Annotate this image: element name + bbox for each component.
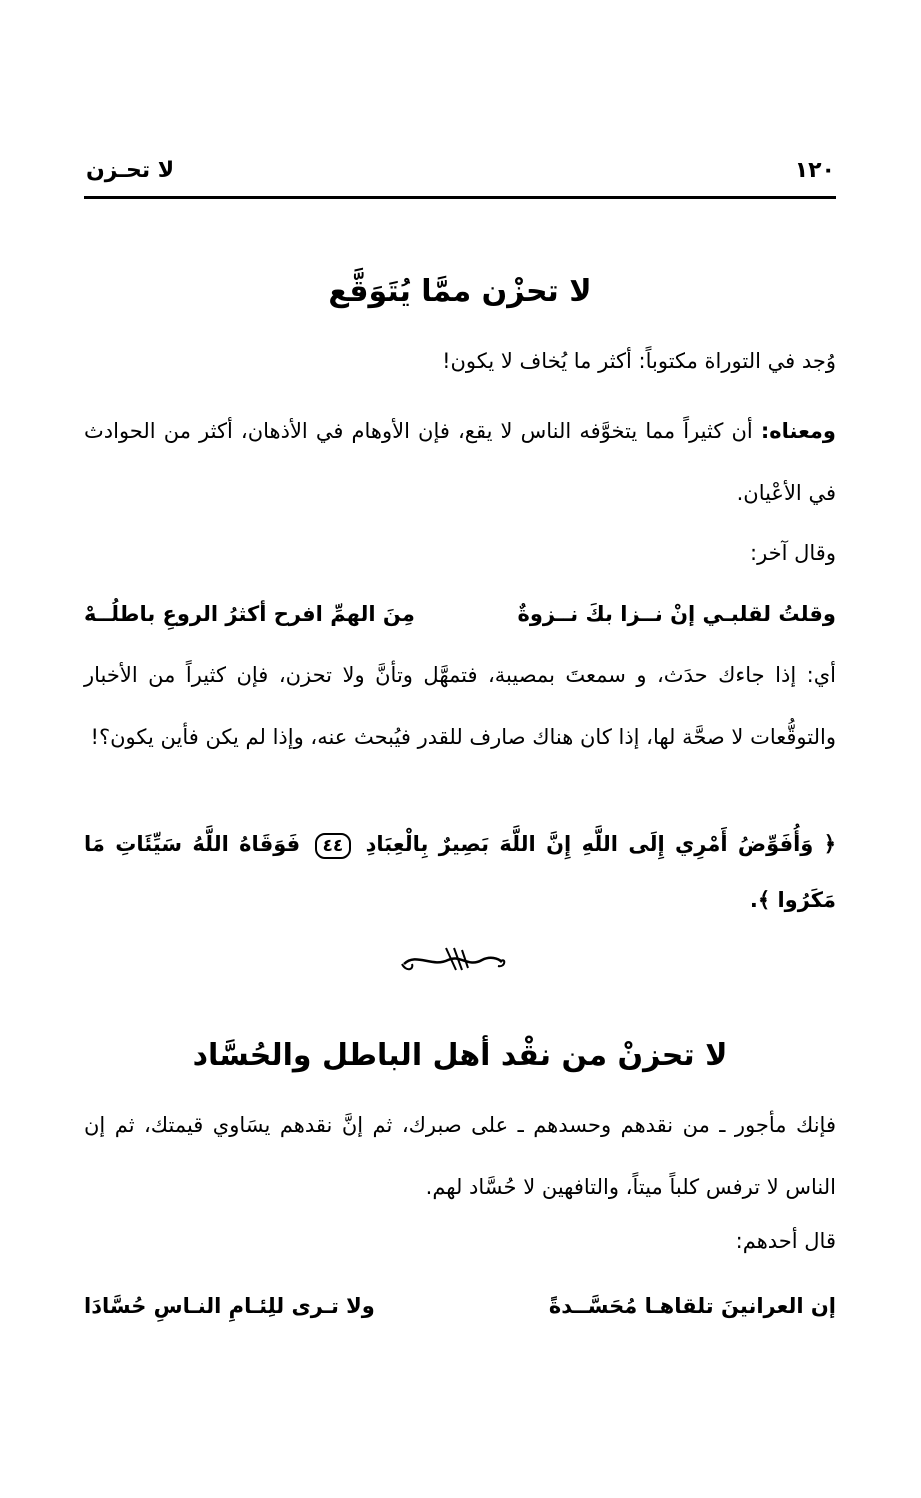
para2-body: أن كثيراً مما يتخوَّفه الناس لا يقع، فإن الأوهام في الأذهان، أكثر من الحوادث في الأعْيان. xyxy=(84,419,836,505)
section1-para1: وُجد في التوراة مكتوباً: أكثر ما يُخاف لا يكون! xyxy=(442,349,836,373)
header-rule xyxy=(84,196,836,199)
page-number: ١٢٠ xyxy=(794,158,835,183)
section1-para2 xyxy=(84,400,836,524)
section1-title: لا تحزْن ممَّا يُتَوَقَّع xyxy=(328,274,592,309)
verse2-second-hemistich: ولا تـرى للِئـامِ النـاسِ حُسَّادَا xyxy=(84,1294,375,1318)
quran-verse xyxy=(84,816,836,928)
section2-para1: فإنك مأجور ـ من نقدهم وحسدهم ـ على صبرك، ثم إنَّ نقدهم يسَاوي قيمتك، ثم إن الناس لا ترفس كلباً ميتاً، والتافهين لا حُسَّاد لهم. xyxy=(84,1113,836,1199)
vine-ornament-icon xyxy=(398,942,508,976)
verse2-first-hemistich: إن العرانينَ تلقاهـا مُحَسَّــدةً xyxy=(548,1294,836,1318)
ayah-number-marker: ٤٤ xyxy=(315,833,352,859)
section2-title: لا تحزنْ من نقْد أهل الباطل والحُسَّاد xyxy=(192,1038,728,1073)
running-title: لا تحـزن xyxy=(86,158,175,183)
quran-part1: ﴿ وَأُفَوِّضُ أَمْرِي إِلَى اللَّهِ إِنَّ اللَّهَ بَصِيرٌ بِالْعِبَادِ xyxy=(365,832,837,856)
verse-second-hemistich: مِنَ الهمِّ افرح أكثرُ الروعِ باطلُــهْ xyxy=(84,602,415,626)
verse-first-hemistich: وقلتُ لقلبـي إنْ نــزا بكَ نــزوةٌ xyxy=(517,602,836,626)
section1-para3: أي: إذا جاءك حدَث، و سمعتَ بمصيبة، فتمهَّل وتأنَّ ولا تحزن، فإن كثيراً من الأخبار والتوقُّعات لا صحَّة لها، إذا كان هناك صارف للقدر فيُبحث عنه، وإذا لم يكن فأين يكون؟! xyxy=(84,663,836,749)
section1-poet-intro: وقال آخر: xyxy=(750,541,836,565)
section2-verse xyxy=(84,1286,836,1326)
quran-part2: فَوَقَاهُ اللَّهُ سَيِّئَاتِ مَا مَكَرُوا ﴾. xyxy=(84,832,836,912)
para2-lead: ومعناه: xyxy=(760,419,836,443)
section2-poet-intro: قال أحدهم: xyxy=(735,1229,836,1253)
section1-verse xyxy=(84,594,836,634)
